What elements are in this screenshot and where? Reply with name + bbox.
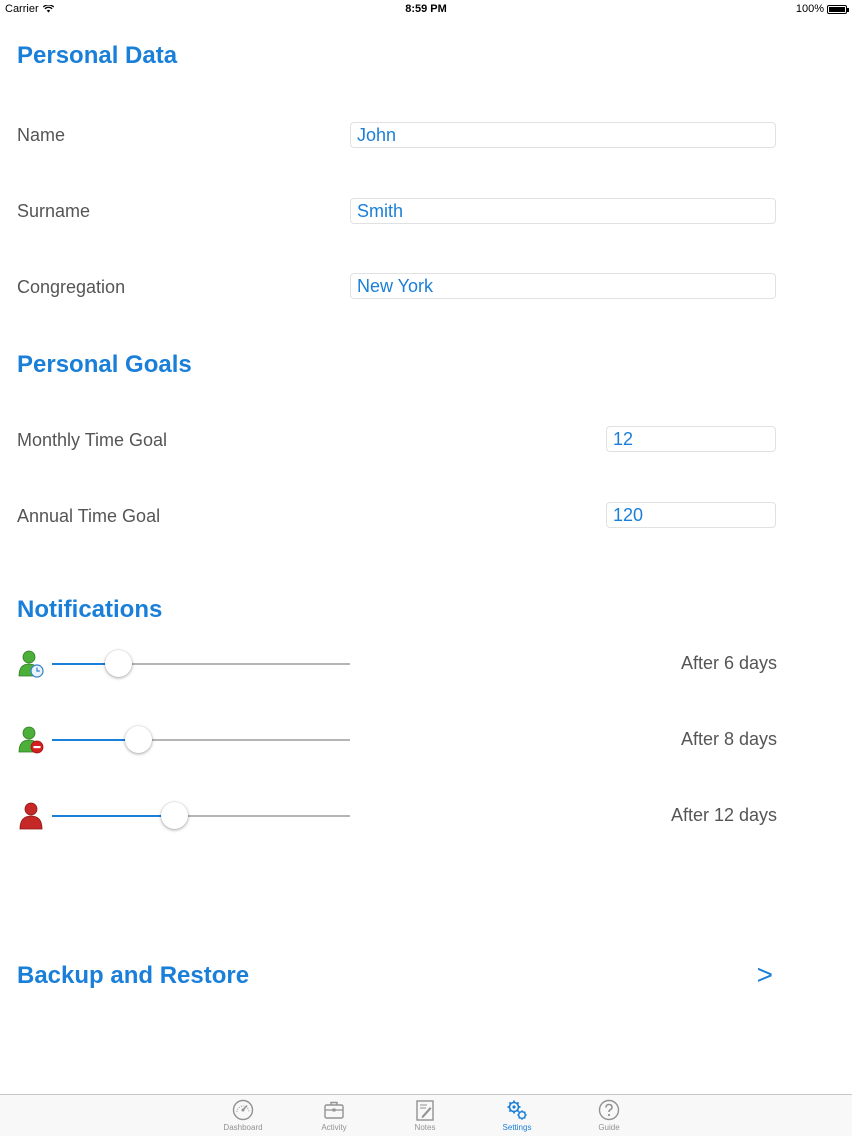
tab-activity[interactable]: [299, 1099, 369, 1132]
tab-dashboard[interactable]: [208, 1099, 278, 1132]
dashboard-gauge-icon: [232, 1099, 254, 1121]
tab-label: Dashboard: [223, 1123, 263, 1132]
question-circle-icon: [598, 1099, 620, 1121]
slider-thumb[interactable]: [161, 802, 188, 829]
congregation-label: Congregation: [17, 277, 126, 297]
status-time: 8:59 PM: [405, 3, 447, 15]
notification-slider-3[interactable]: [52, 815, 350, 817]
tab-bar: [0, 1094, 852, 1136]
name-label: Name: [17, 125, 66, 145]
backup-restore-title: Backup and Restore: [17, 962, 250, 989]
notification-slider-row-1: [17, 647, 777, 681]
tab-label: Activity: [321, 1123, 347, 1132]
tab-guide[interactable]: [574, 1099, 644, 1132]
notification-value-2: After 8 days: [680, 729, 777, 749]
battery-percent: 100%: [795, 3, 824, 15]
tab-label: Guide: [598, 1123, 620, 1132]
red-person-icon: [17, 801, 45, 831]
personal-goals-title: Personal Goals: [17, 351, 192, 378]
backup-restore-row[interactable]: [17, 959, 777, 996]
notification-value-1: After 6 days: [680, 653, 777, 673]
name-field[interactable]: John: [350, 122, 776, 148]
slider-thumb[interactable]: [125, 726, 152, 753]
slider-thumb[interactable]: [105, 650, 132, 677]
green-person-clock-icon: [17, 649, 45, 679]
tab-label: Settings: [502, 1123, 532, 1132]
notifications-title: Notifications: [17, 596, 163, 623]
battery-indicator: [796, 3, 847, 15]
notes-pencil-icon: [414, 1099, 436, 1121]
status-bar: [0, 0, 852, 18]
battery-icon: [827, 5, 847, 14]
personal-data-title: Personal Data: [17, 42, 178, 69]
annual-goal-label: Annual Time Goal: [17, 506, 161, 526]
monthly-goal-label: Monthly Time Goal: [17, 430, 168, 450]
carrier-label: Carrier: [5, 3, 39, 15]
notification-slider-2[interactable]: [52, 739, 350, 741]
slider-fill: [52, 815, 174, 817]
congregation-field[interactable]: New York: [350, 273, 776, 299]
tab-settings[interactable]: [482, 1099, 552, 1132]
annual-goal-field[interactable]: 120: [606, 502, 776, 528]
surname-label: Surname: [17, 201, 91, 221]
briefcase-icon: [323, 1099, 345, 1121]
notification-value-3: After 12 days: [670, 805, 777, 825]
notification-slider-row-3: [17, 799, 777, 833]
tab-label: Notes: [414, 1123, 436, 1132]
notification-slider-row-2: [17, 723, 777, 757]
gears-icon: [506, 1099, 528, 1121]
surname-field[interactable]: Smith: [350, 198, 776, 224]
notification-slider-1[interactable]: [52, 663, 350, 665]
monthly-goal-field[interactable]: 12: [606, 426, 776, 452]
chevron-right-icon[interactable]: >: [756, 959, 773, 990]
tab-notes[interactable]: [390, 1099, 460, 1132]
green-person-minus-icon: [17, 725, 45, 755]
